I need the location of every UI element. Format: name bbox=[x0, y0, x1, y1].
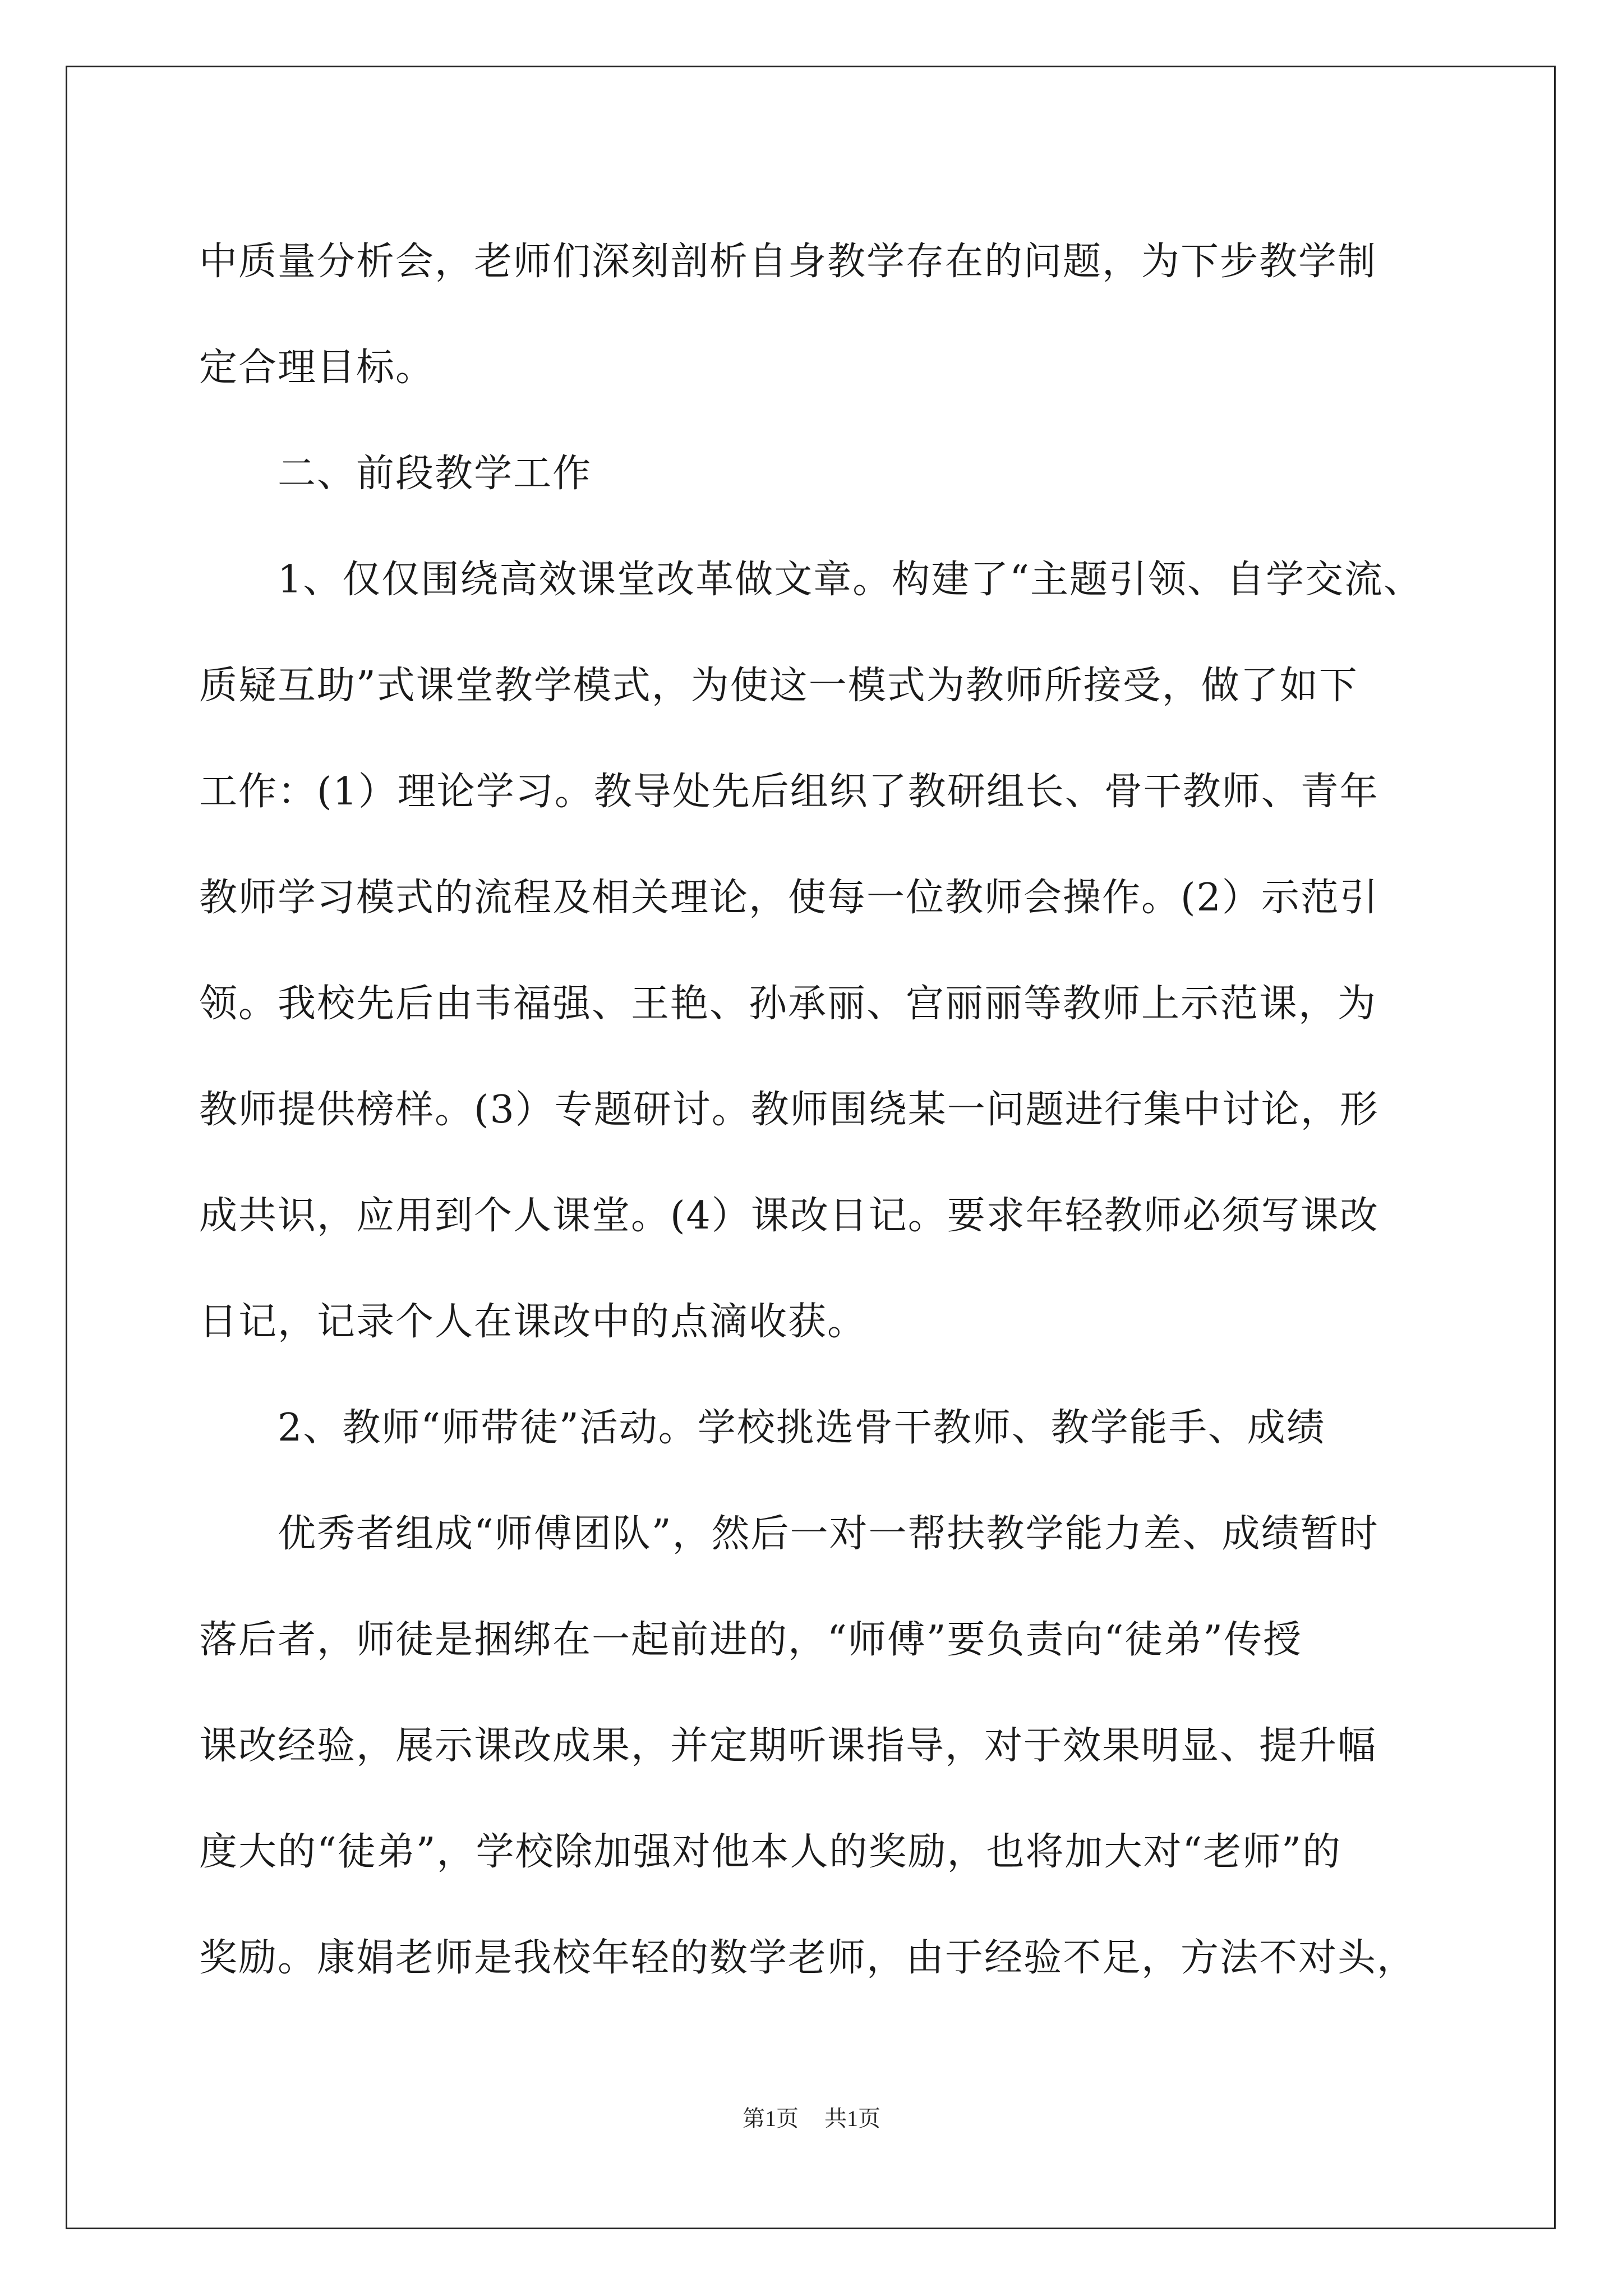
text-line: 落后者，师徒是捆绑在一起前进的，“师傅”要负责向“徒弟”传授 bbox=[199, 1618, 1303, 1662]
text-line: 2、教师“师带徒”活动。学校挑选骨干教师、教学能手、成绩 bbox=[278, 1406, 1326, 1450]
document-body bbox=[199, 209, 1433, 2011]
page-footer bbox=[0, 2101, 1623, 2133]
text-line: 教师提供榜样。(3）专题研讨。教师围绕某一问题进行集中讨论，形 bbox=[199, 1088, 1379, 1132]
text-line: 奖励。康娟老师是我校年轻的数学老师，由于经验不足，方法不对头， bbox=[199, 1936, 1417, 1980]
section-heading: 二、前段教学工作 bbox=[278, 452, 592, 496]
text-line: 领。我校先后由韦福强、王艳、孙承丽、宫丽丽等教师上示范课，为 bbox=[199, 982, 1377, 1026]
text-line: 1、仅仅围绕高效课堂改革做文章。构建了“主题引领、自学交流、 bbox=[278, 558, 1423, 602]
text-line: 中质量分析会，老师们深刻剖析自身教学存在的问题，为下步教学制 bbox=[199, 240, 1377, 284]
text-line: 质疑互助”式课堂教学模式，为使这一模式为教师所接受，做了如下 bbox=[199, 664, 1358, 708]
text-line: 度大的“徒弟”，学校除加强对他本人的奖励，也将加大对“老师”的 bbox=[199, 1830, 1342, 1874]
page-number-total: 共1页 bbox=[824, 2106, 880, 2131]
text-line: 课改经验，展示课改成果，并定期听课指导，对于效果明显、提升幅 bbox=[199, 1724, 1377, 1768]
text-line: 优秀者组成“师傅团队”，然后一对一帮扶教学能力差、成绩暂时 bbox=[278, 1512, 1379, 1556]
text-line: 日记，记录个人在课改中的点滴收获。 bbox=[199, 1300, 867, 1344]
text-line: 定合理目标。 bbox=[199, 346, 435, 390]
text-line: 教师学习模式的流程及相关理论，使每一位教师会操作。(2）示范引 bbox=[199, 876, 1379, 920]
text-line: 工作：(1）理论学习。教导处先后组织了教研组长、骨干教师、青年 bbox=[199, 770, 1379, 814]
page-number-current: 第1页 bbox=[743, 2106, 799, 2131]
text-line: 成共识，应用到个人课堂。(4）课改日记。要求年轻教师必须写课改 bbox=[199, 1194, 1379, 1238]
